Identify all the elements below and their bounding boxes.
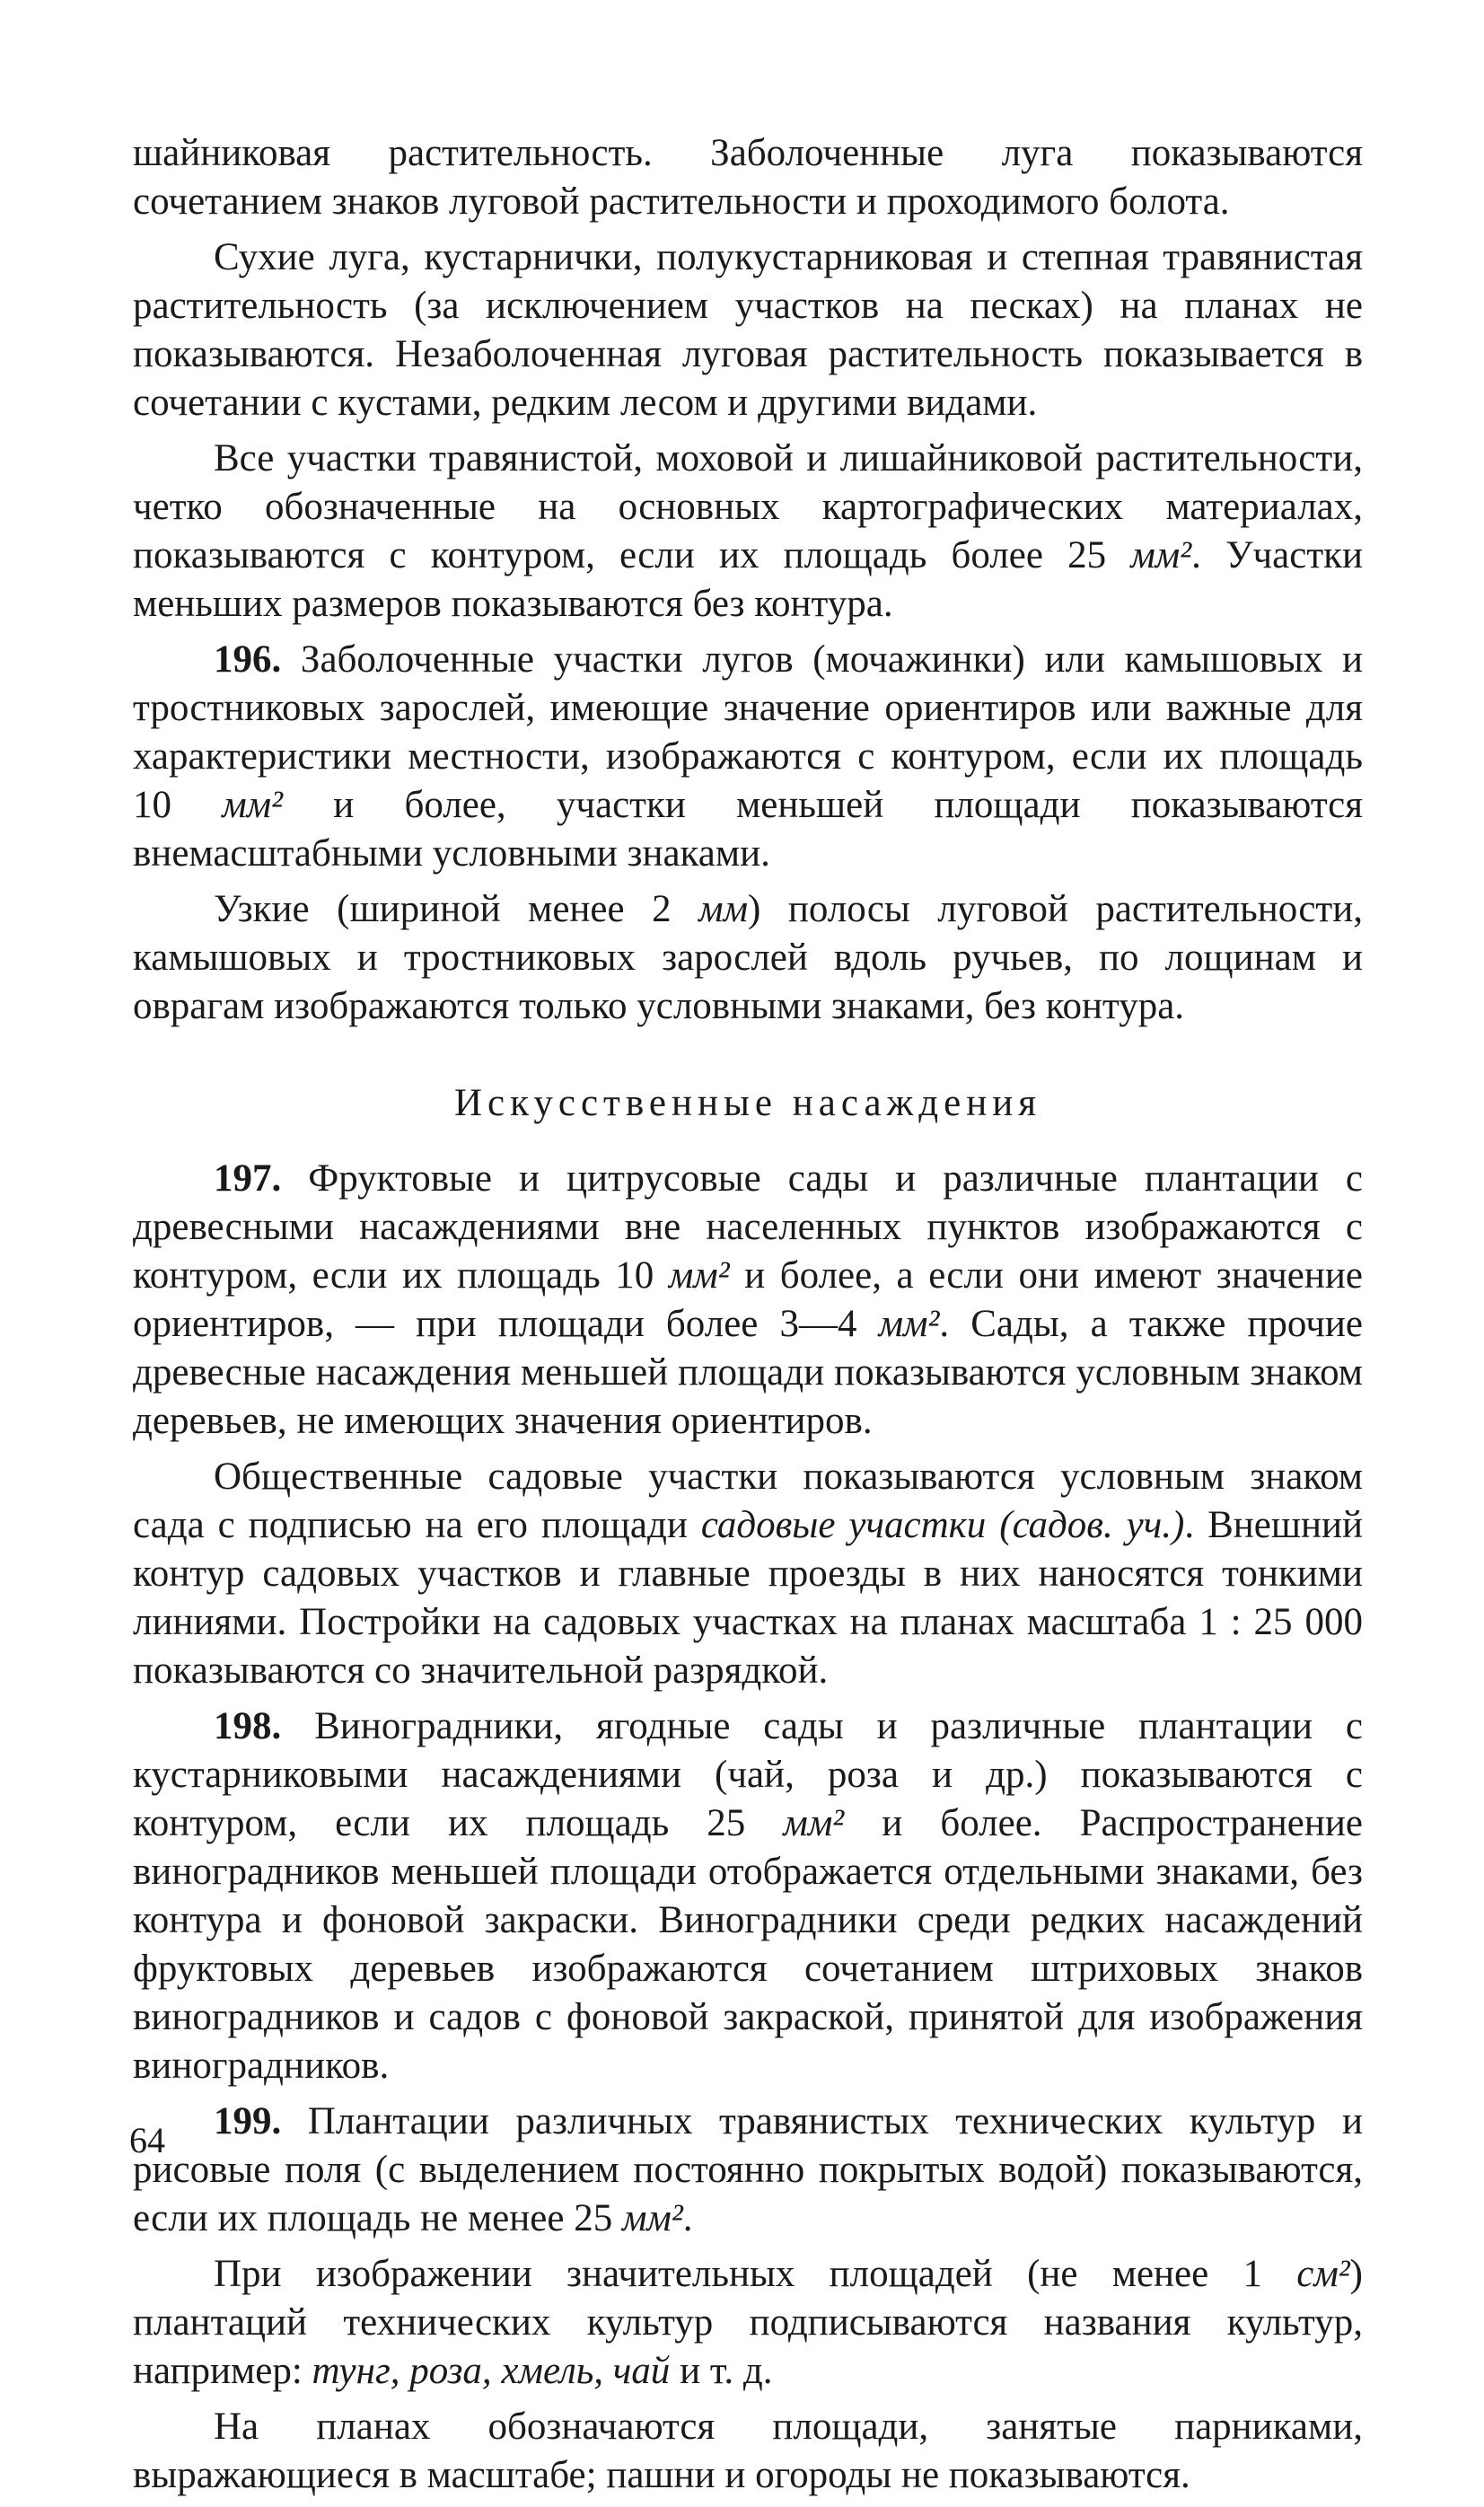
unit-label: мм² [1130, 534, 1192, 576]
paragraph-narrow-strips: Узкие (шириной менее 2 мм) полосы луговой растительности, камышовых и тростниковых зарослей вдоль ручьев, по лощинам и оврагам изображаются только условными знаками, без контура. [133, 888, 1363, 1027]
italic-label: садовые участки (садов. уч.) [700, 1504, 1185, 1546]
item-number: 199. [214, 2100, 282, 2142]
unit-label: см² [1296, 2253, 1350, 2295]
paragraph-item-196: 196. Заболоченные участки лугов (мочажинки) или камышовых и тростниковых зарослей, имеющие значение ориентиров или важные для характеристики местности, изображаются с контуром, если их площадь 10 мм² и более, участки меньшей площади показываются внемасштабными условными знаками. [133, 638, 1364, 875]
unit-label: мм² [783, 1802, 845, 1844]
paragraph-crop-names: При изображении значительных площадей (не менее 1 см²) плантаций технических культур подписываются названия культур, например: тунг, роза, хмель, чай и т. д. [133, 2253, 1363, 2392]
italic-label: тунг, роза, хмель, чай [312, 2350, 671, 2392]
unit-label: мм² [222, 784, 284, 826]
page-number: 64 [129, 2120, 165, 2160]
paragraph-item-198: 198. Виноградники, ягодные сады и различные плантации с кустарниковыми насаждениями (чай, роза и др.) показываются с контуром, если их площадь 25 мм² и более. Распространение виноградников меньшей площади отображается отдельными знаками, без контура и фоновой закраски. Виноградники среди редких насаждений фруктовых деревьев изображаются сочетанием штриховых знаков виноградников и садов с фоновой закраской, принятой для изображения виноградников. [133, 1705, 1363, 2087]
unit-label: мм [698, 888, 749, 930]
item-number: 196. [214, 638, 282, 681]
paragraph-item-199: 199. Плантации различных травянистых технических культур и рисовые поля (с выделением постоянно покрытых водой) показываются, если их площадь не менее 25 мм². [133, 2100, 1363, 2239]
item-number: 198. [214, 1705, 282, 1747]
item-number: 197. [214, 1157, 282, 1200]
unit-label: мм² [668, 1254, 730, 1297]
section-heading: Искусственные насаждения [453, 1082, 1042, 1124]
paragraph-garden-plots: Общественные садовые участки показываются условным знаком сада с подписью на его площади садовые участки (садов. уч.). Внешний контур садовых участков и главные проезды в них наносятся тонкими линиями. Постройки на садовых участках на планах масштаба 1 : 25 000 показываются со значительной разрядкой. [133, 1456, 1363, 1692]
paragraph-continuation: шайниковая растительность. Заболоченные луга показываются сочетанием знаков луговой растительности и проходимого болота. [133, 132, 1363, 223]
unit-label: мм² [878, 1303, 940, 1345]
body-text [133, 129, 1363, 2507]
paragraph-dry-meadows: Сухие луга, кустарнички, полукустарниковая и степная травянистая растительность (за исключением участков на песках) на планах не показываются. Незаболоченная луговая растительность показывается в сочетании с кустами, редким лесом и другими видами. [133, 236, 1363, 424]
unit-label: мм² [621, 2197, 683, 2239]
paragraph-item-197: 197. Фруктовые и цитрусовые сады и различные плантации с древесными насаждениями вне населенных пунктов изображаются с контуром, если их площадь 10 мм² и более, а если они имеют значение ориентиров, — при площади более 3—4 мм². Сады, а также прочие древесные насаждения меньшей площади показываются условным знаком деревьев, не имеющих значения ориентиров. [133, 1157, 1364, 1442]
paragraph-herbaceous-areas: Все участки травянистой, моховой и лишайниковой растительности, четко обозначенные на основных картографических материалах, показываются с контуром, если их площадь более 25 мм². Участки меньших размеров показываются без контура. [133, 437, 1364, 625]
paragraph-greenhouses: На планах обозначаются площади, занятые парниками, выражающиеся в масштабе; пашни и огороды не показываются. [133, 2406, 1363, 2496]
